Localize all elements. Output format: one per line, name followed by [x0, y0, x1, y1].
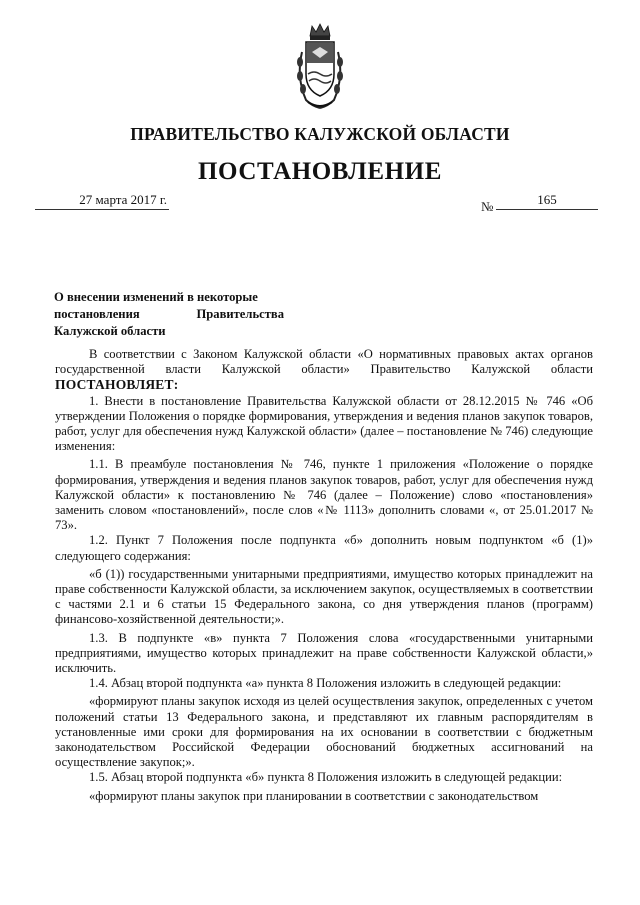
subject-line-2b: Правительства	[196, 307, 284, 321]
document-number: 165	[496, 192, 598, 210]
document-type-title: ПОСТАНОВЛЕНИЕ	[197, 158, 443, 185]
paragraph-1-5: 1.5. Абзац второй подпункта «б» пункта 8 Положения изложить в следующей редакции:	[89, 770, 563, 785]
paragraph-1-5-quote: «формируют планы закупок при планировании в соответствии с законодательством	[89, 788, 539, 803]
coat-of-arms-emblem	[294, 22, 346, 110]
resolve-keyword: ПОСТАНОВЛЯЕТ:	[55, 377, 179, 393]
intro-text: В соответствии с Законом Калужской области «О нормативных правовых актах органов государственной власти Калужской области» Правительство Калужской области	[55, 347, 593, 377]
subject-line-1: О внесении изменений в некоторые	[54, 290, 258, 304]
paragraph-1: 1. Внести в постановление Правительства Калужской области от 28.12.2015 № 746 «Об утверждении Положения о порядке формирования, утверждения и ведения планов закупок товаров, работ, услуг для обеспечения нужд Калужской области» (далее – постановление № 746) следующие изменения:	[55, 393, 593, 454]
paragraph-1-3: 1.3. В подпункте «в» пункта 7 Положения слова «государственными унитарными предприятиями, имущество которых принадлежит на праве собственности Калужской области,» исключить.	[55, 630, 593, 676]
paragraph-1-1: 1.1. В преамбуле постановления № 746, пункте 1 приложения «Положение о порядке формирования, утверждения и ведения планов закупок товаров, работ, услуг для обеспечения нужд Калужской области» к постановлению № 746 (далее – Положение) слово «постановления» заменить словом «постановлений», после слов «№ 1113» дополнить словами «, от 25.01.2017 № 73».	[55, 457, 593, 533]
paragraph-1-4-quote: «формируют планы закупок исходя из целей осуществления закупок, определенных с учетом положений статьи 13 Федерального закона, и представляют их главным распорядителям в установленные ими сроки для формирования на их основании в соответствии с бюджетным законодательством Российской Федерации обоснований бюджетных ассигнований на осуществление закупок;».	[55, 694, 593, 770]
subject-line-2a: постановления	[54, 307, 140, 321]
document-date: 27 марта 2017 г.	[35, 192, 169, 210]
document-subject	[54, 289, 284, 340]
subject-line-3: Калужской области	[54, 324, 166, 338]
document-body	[55, 347, 593, 804]
paragraph-1-4: 1.4. Абзац второй подпункта «а» пункта 8 Положения изложить в следующей редакции:	[89, 676, 562, 691]
subject-line-2	[54, 306, 284, 323]
paragraph-1-2: 1.2. Пункт 7 Положения после подпункта «б» дополнить новым подпунктом «б (1)» следующего содержания:	[55, 533, 593, 563]
number-sign: №	[481, 199, 494, 214]
government-title: ПРАВИТЕЛЬСТВО КАЛУЖСКОЙ ОБЛАСТИ	[130, 124, 510, 144]
paragraph-1-2-quote: «б (1)) государственными унитарными предприятиями, имущество которых принадлежит на праве собственности Калужской области, за исключением закупок, осуществляемых в соответствии с частями 2.1 и 6 статьи 15 Федерального закона, со дня утверждения планов (программ) финансово-хозяйственной деятельности;».	[55, 566, 593, 627]
intro-paragraph	[55, 347, 593, 394]
